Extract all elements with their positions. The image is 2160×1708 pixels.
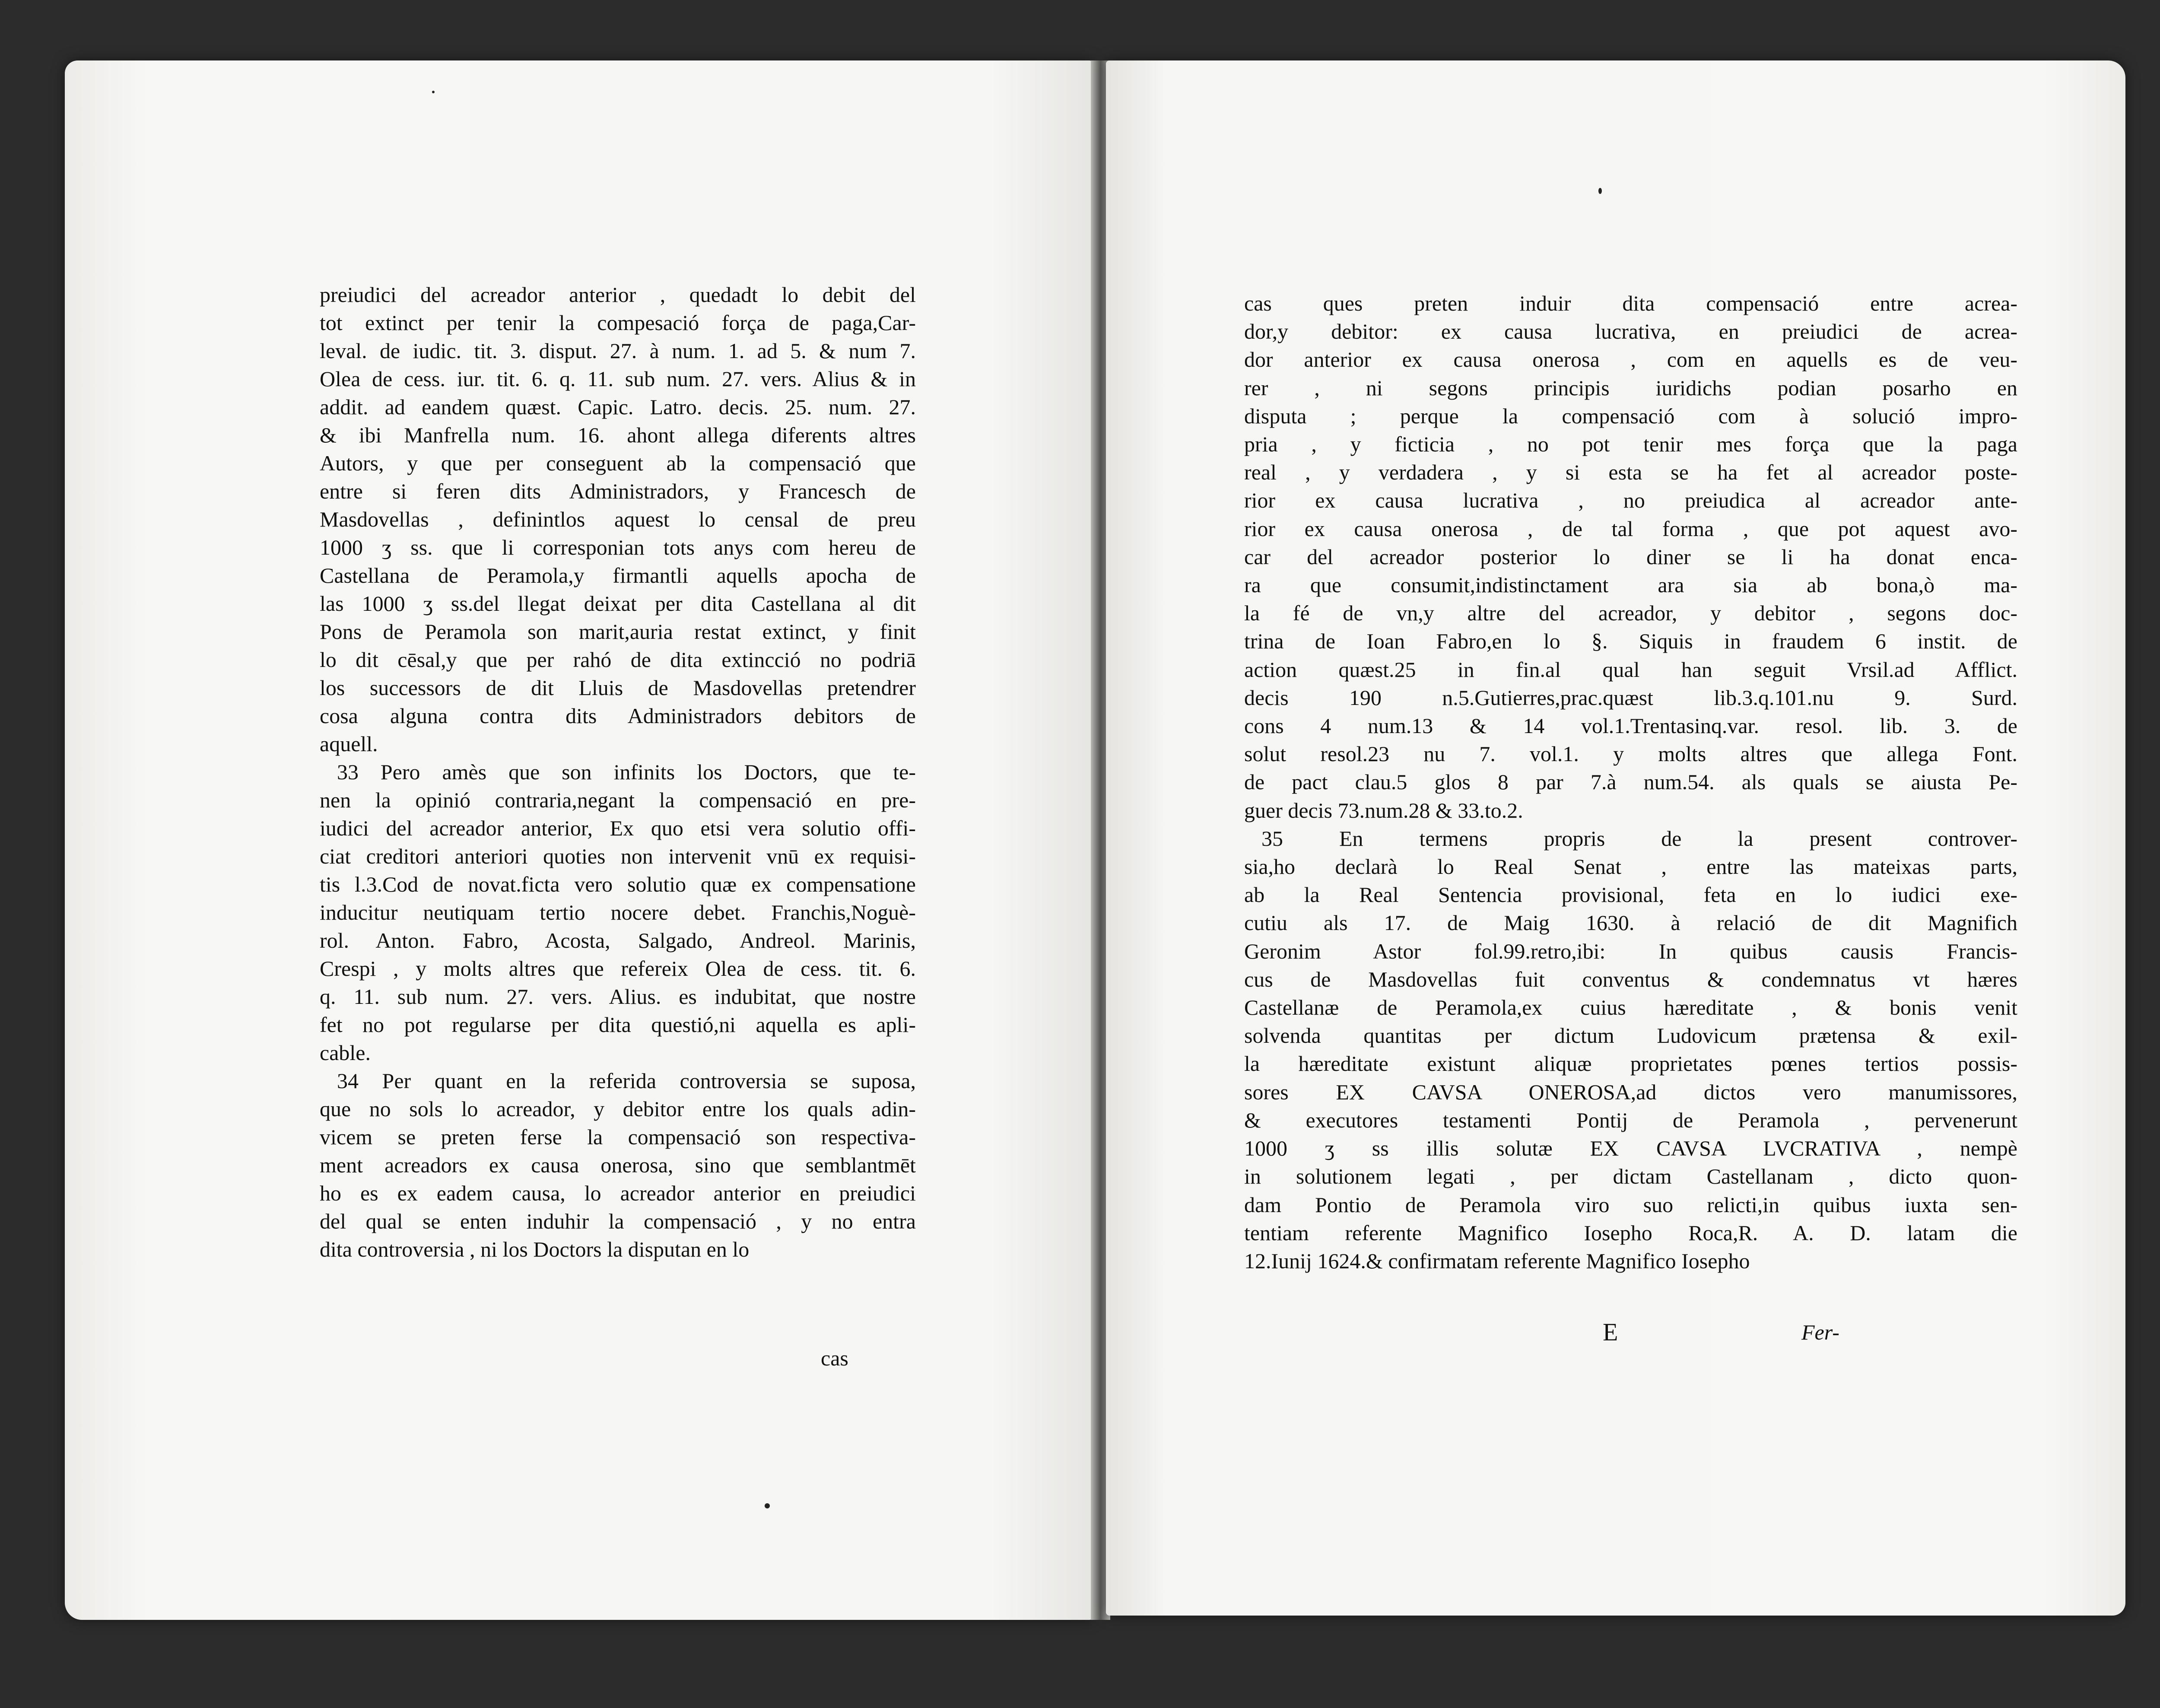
text-line: fet no pot regularse per dita questió,ni aquella es apli- bbox=[320, 1013, 916, 1037]
text-line: aquell. bbox=[320, 732, 378, 756]
text-line: sores EX CAVSA ONEROSA,ad dictos vero manumissores, bbox=[1244, 1079, 2017, 1104]
text-line: entre si feren dits Administradors, y Francesch de bbox=[320, 479, 916, 503]
text-line: tot extinct per tenir la compesació força de paga,Car- bbox=[320, 311, 916, 335]
right-catchword: Fer- bbox=[1801, 1320, 1839, 1344]
text-line: del qual se enten induhir la compensació , y no entra bbox=[320, 1209, 916, 1233]
text-line: tis l.3.Cod de novat.ficta vero solutio quæ ex compensatione bbox=[320, 872, 916, 896]
paper-speck bbox=[1598, 188, 1602, 194]
text-line: disputa ; perque la compensació com à solució impro- bbox=[1244, 403, 2017, 428]
left-page-text bbox=[320, 281, 916, 1264]
text-line: Castellana de Peramola,y firmantli aquells apocha de bbox=[320, 563, 916, 587]
text-line: cutiu als 17. de Maig 1630. à relació de dit Magnifich bbox=[1244, 911, 2017, 935]
text-line: 33 Pero amès que son infinits los Doctors, que te- bbox=[337, 760, 916, 784]
left-catchword: cas bbox=[821, 1346, 848, 1370]
text-line: rol. Anton. Fabro, Acosta, Salgado, Andreol. Marinis, bbox=[320, 928, 916, 952]
text-line: preiudici del acreador anterior , quedadt lo debit del bbox=[320, 283, 916, 307]
text-line: & executores testamenti Pontij de Peramola , pervenerunt bbox=[1244, 1108, 2017, 1132]
right-page-text bbox=[1244, 289, 2017, 1275]
text-line: cas ques preten induir dita compensació entre acrea- bbox=[1244, 291, 2017, 315]
text-line: la hæreditate existunt aliquæ proprietates pœnes tertios possis- bbox=[1244, 1051, 2017, 1076]
text-line: Castellanæ de Peramola,ex cuius hæreditate , & bonis venit bbox=[1244, 995, 2017, 1020]
text-line: solvenda quantitas per dictum Ludovicum prætensa & exil- bbox=[1244, 1023, 2017, 1048]
text-line: cable. bbox=[320, 1041, 371, 1065]
text-line: ra que consumit,indistinctament ara sia ab bona,ò ma- bbox=[1244, 573, 2017, 597]
text-line: nen la opinió contraria,negant la compensació en pre- bbox=[320, 788, 916, 812]
text-line: ment acreadors ex causa onerosa, sino que semblantmēt bbox=[320, 1153, 916, 1177]
text-line: 35 En termens propris de la present controver- bbox=[1261, 826, 2017, 851]
text-line: Autors, y que per conseguent ab la compensació que bbox=[320, 451, 916, 475]
text-line: rior ex causa lucrativa , no preiudica al acreador ante- bbox=[1244, 488, 2017, 513]
paper-speck bbox=[432, 91, 435, 93]
text-line: rior ex causa onerosa , de tal forma , que pot aquest avo- bbox=[1244, 516, 2017, 541]
text-line: in solutionem legati , per dictam Castellanam , dicto quon- bbox=[1244, 1164, 2017, 1189]
text-line: de pact clau.5 glos 8 par 7.à num.54. als quals se aiusta Pe- bbox=[1244, 770, 2017, 794]
text-line: que no sols lo acreador, y debitor entre los quals adin- bbox=[320, 1097, 916, 1121]
text-line: 1000 ʒ ss illis solutæ EX CAVSA LVCRATIVA , nempè bbox=[1244, 1136, 2017, 1161]
text-line: sia,ho declarà lo Real Senat , entre las mateixas parts, bbox=[1244, 854, 2017, 879]
text-line: las 1000 ʒ ss.del llegat deixat per dita Castellana al dit bbox=[320, 591, 916, 616]
text-line: Masdovellas , definintlos aquest lo censal de preu bbox=[320, 507, 916, 531]
text-line: dita controversia , ni los Doctors la disputan en lo bbox=[320, 1237, 750, 1261]
text-line: pria , y ficticia , no pot tenir mes força que la paga bbox=[1244, 432, 2017, 457]
text-line: action quæst.25 in fin.al qual han seguit Vrsil.ad Afflict. bbox=[1244, 657, 2017, 682]
text-line: tentiam referente Magnifico Iosepho Roca,R. A. D. latam die bbox=[1244, 1220, 2017, 1245]
text-line: la fé de vn,y altre del acreador, y debitor , segons doc- bbox=[1244, 601, 2017, 625]
text-line: cons 4 num.13 & 14 vol.1.Trentasinq.var. resol. lib. 3. de bbox=[1244, 714, 2017, 738]
text-line: leval. de iudic. tit. 3. disput. 27. à num. 1. ad 5. & num 7. bbox=[320, 339, 916, 363]
text-line: cus de Masdovellas fuit conventus & condemnatus vt hæres bbox=[1244, 967, 2017, 991]
text-line: real , y verdadera , y si esta se ha fet al acreador poste- bbox=[1244, 460, 2017, 485]
text-line: 1000 ʒ ss. que li corresponian tots anys com hereu de bbox=[320, 535, 916, 559]
text-line: lo dit cēsal,y que per rahó de dita extincció no podriā bbox=[320, 648, 916, 672]
text-line: inducitur neutiquam tertio nocere debet. Franchis,Noguè- bbox=[320, 900, 916, 924]
text-line: vicem se preten ferse la compensació son respectiva- bbox=[320, 1125, 916, 1149]
text-line: iudici del acreador anterior, Ex quo etsi vera solutio offi- bbox=[320, 816, 916, 840]
text-line: 34 Per quant en la referida controversia se suposa, bbox=[337, 1069, 916, 1093]
text-line: Geronim Astor fol.99.retro,ibi: In quibus causis Francis- bbox=[1244, 939, 2017, 963]
text-line: ho es ex eadem causa, lo acreador anterior en preiudici bbox=[320, 1181, 916, 1205]
text-line: decis 190 n.5.Gutierres,prac.quæst lib.3.q.101.nu 9. Surd. bbox=[1244, 685, 2017, 710]
text-line: trina de Ioan Fabro,en lo §. Siquis in fraudem 6 instit. de bbox=[1244, 629, 2017, 654]
text-line: addit. ad eandem quæst. Capic. Latro. decis. 25. num. 27. bbox=[320, 395, 916, 419]
text-line: guer decis 73.num.28 & 33.to.2. bbox=[1244, 798, 1523, 822]
text-line: Pons de Peramola son marit,auria restat extinct, y finit bbox=[320, 619, 916, 644]
text-line: solut resol.23 nu 7. vol.1. y molts altres que allega Font. bbox=[1244, 742, 2017, 766]
text-line: Crespi , y molts altres que refereix Olea de cess. tit. 6. bbox=[320, 956, 916, 981]
text-line: q. 11. sub num. 27. vers. Alius. es indubitat, que nostre bbox=[320, 984, 916, 1009]
text-line: cosa alguna contra dits Administradors debitors de bbox=[320, 704, 916, 728]
text-line: ciat creditori anteriori quoties non intervenit vnū ex requisi- bbox=[320, 844, 916, 868]
text-line: dam Pontio de Peramola viro suo relicti,in quibus iuxta sen- bbox=[1244, 1192, 2017, 1217]
text-line: Olea de cess. iur. tit. 6. q. 11. sub num. 27. vers. Alius & in bbox=[320, 367, 916, 391]
text-line: ab la Real Sentencia provisional, feta en lo iudici exe- bbox=[1244, 883, 2017, 907]
text-line: los successors de dit Lluis de Masdovellas pretendrer bbox=[320, 676, 916, 700]
signature-mark: E bbox=[1603, 1318, 1618, 1346]
text-line: car del acreador posterior lo diner se li ha donat enca- bbox=[1244, 544, 2017, 569]
text-line: 12.Iunij 1624.& confirmatam referente Magnifico Iosepho bbox=[1244, 1248, 1750, 1273]
text-line: & ibi Manfrella num. 16. ahont allega diferents altres bbox=[320, 423, 916, 447]
text-line: rer , ni segons principis iuridichs podian posarho en bbox=[1244, 375, 2017, 400]
text-line: dor anterior ex causa onerosa , com en aquells es de veu- bbox=[1244, 347, 2017, 372]
text-line: dor,y debitor: ex causa lucrativa, en preiudici de acrea- bbox=[1244, 319, 2017, 344]
paper-speck bbox=[765, 1503, 770, 1508]
